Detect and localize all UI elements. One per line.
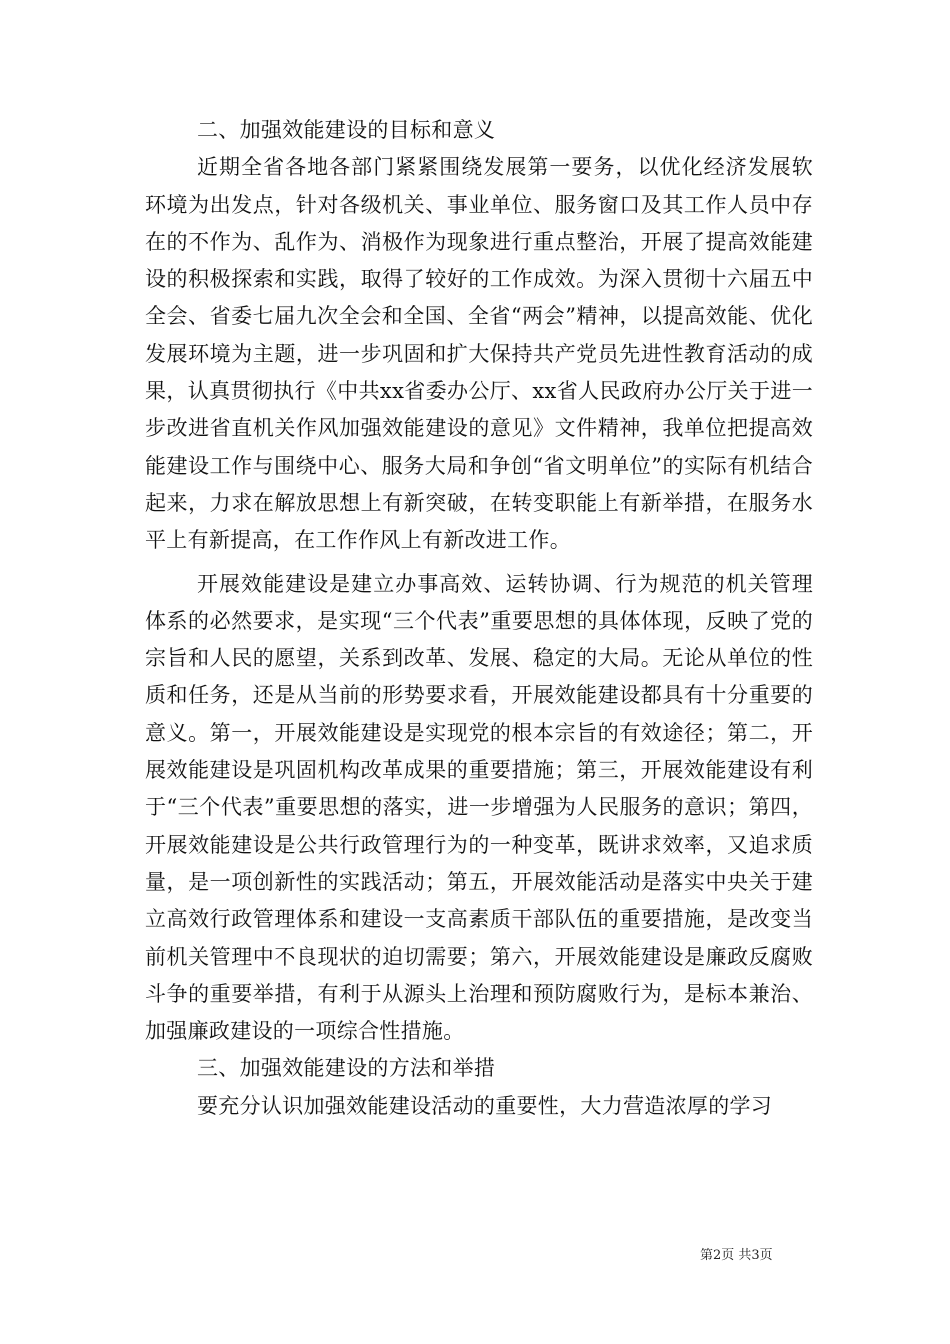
page-number: 第2页 共3页 (700, 1248, 773, 1263)
section-heading-3: 三、加强效能建设的方法和举措 (197, 1056, 496, 1081)
section-heading-2: 二、加强效能建设的目标和意义 (197, 118, 496, 142)
document-body (145, 112, 813, 1125)
paragraph-1: 近期全省各地各部门紧紧围绕发展第一要务，以优化经济发展软环境为出发点，针对各级机关、事业单位、服务窗口及其工作人员中存在的不作为、乱作为、消极作为现象进行重点整治，开展了提高效能建设的积极探索和实践，取得了较好的工作成效。为深入贯彻十六届五中全会、省委七届九次全会和全国、全省“两会”精神，以提高效能、优化发展环境为主题，进一步巩固和扩大保持共产党员先进性教育活动的成果，认真贯彻执行《中共xx省委办公厅、xx省人民政府办公厅关于进一步改进省直机关作风加强效能建设的意见》文件精神，我单位把提高效能建设工作与围绕中心、服务大局和争创“省文明单位”的实际有机结合起来，力求在解放思想上有新突破，在转变职能上有新举措，在服务水平上有新提高，在工作作风上有新改进工作。 (145, 155, 813, 553)
paragraph-3: 要充分认识加强效能建设活动的重要性，大力营造浓厚的学习 (197, 1093, 773, 1118)
paragraph-2: 开展效能建设是建立办事高效、运转协调、行为规范的机关管理体系的必然要求，是实现“三个代表”重要思想的具体体现，反映了党的宗旨和人民的愿望，关系到改革、发展、稳定的大局。无论从单位的性质和任务，还是从当前的形势要求看，开展效能建设都具有十分重要的意义。第一，开展效能建设是实现党的根本宗旨的有效途径；第二，开展效能建设是巩固机构改革成果的重要措施；第三，开展效能建设有利于“三个代表”重要思想的落实，进一步增强为人民服务的意识；第四，开展效能建设是公共行政管理行为的一种变革，既讲求效率，又追求质量，是一项创新性的实践活动；第五，开展效能活动是落实中央关于建立高效行政管理体系和建设一支高素质干部队伍的重要措施，是改变当前机关管理中不良现状的迫切需要；第六，开展效能建设是廉政反腐败斗争的重要举措，有利于从源头上治理和预防腐败行为，是标本兼治、加强廉政建设的一项综合性措施。 (145, 571, 813, 1044)
